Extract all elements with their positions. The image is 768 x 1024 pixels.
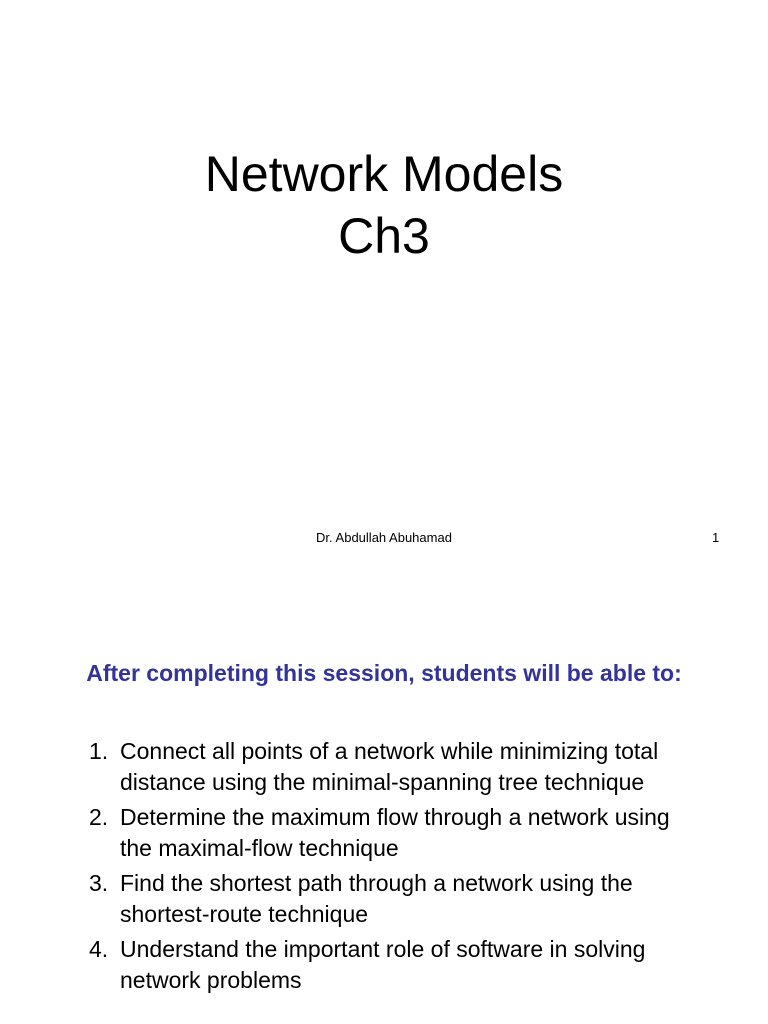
slide-title — [0, 143, 768, 267]
title-line-main: Network Models — [204, 146, 564, 202]
objective-text: Determine the maximum flow through a network using the maximal-flow technique — [120, 804, 670, 861]
objective-text: Understand the important role of software in solving network problems — [120, 936, 646, 993]
objectives-heading: After completing this session, students will be able to: — [86, 660, 682, 686]
objective-number: 2. — [89, 804, 109, 830]
footer-author: Dr. Abdullah Abuhamad — [316, 530, 452, 545]
objective-item — [0, 934, 680, 996]
objective-number: 1. — [89, 738, 109, 764]
objective-number: 4. — [89, 936, 109, 962]
objectives-list — [0, 736, 680, 1000]
title-line-chapter: Ch3 — [338, 208, 430, 264]
objective-item — [0, 802, 680, 864]
objective-number: 3. — [89, 870, 109, 896]
objective-item — [0, 736, 680, 798]
objective-text: Find the shortest path through a network using the shortest-route technique — [120, 870, 633, 927]
objective-text: Connect all points of a network while minimizing total distance using the minimal-spanning tree technique — [120, 738, 659, 795]
page-number: 1 — [712, 530, 720, 545]
objectives-slide — [0, 576, 768, 1024]
objective-item — [0, 868, 680, 930]
